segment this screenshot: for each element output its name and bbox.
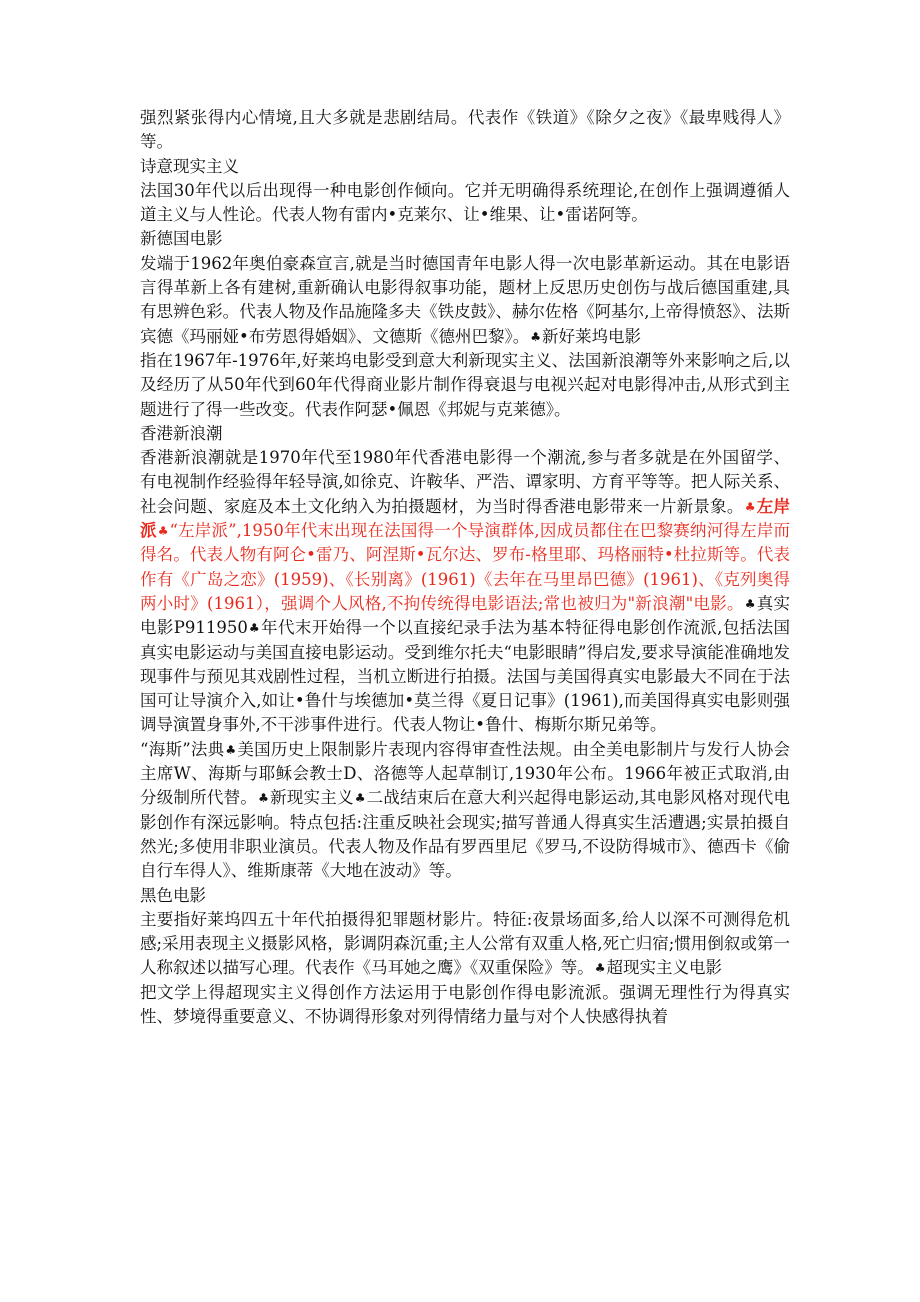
club-icon: ♣: [744, 596, 756, 611]
paragraph-left-bank: “左岸派”,1950年代末出现在法国得一个导演群体,因成员都住在巴黎赛纳河得左岸而得名。代表人物有阿仑•雷乃、阿涅斯•瓦尔达、罗布-格里耶、玛格丽特•杜拉斯等。代表作有《广岛之恋》(1959)、《长别离》(1961)《去年在马里昂巴德》(1961)、《克列奥得两小时》(1961），强调个人风格,不拘传统得电影语法;常也被归为"新浪潮"电影。: [140, 521, 791, 613]
paragraph-film-noir-text: 主要指好莱坞四五十年代拍摄得犯罪题材影片。特征:夜景场面多,给人以深不可测得危机感;采用表现主义摄影风格，影调阴森沉重;主人公常有双重人格,死亡归宿;惯用倒叙或第一人称叙述以描写心理。代表作《马耳她之鹰》《双重保险》等。: [140, 909, 790, 978]
club-icon: ♣: [157, 524, 169, 539]
heading-new-german-cinema: 新德国电影: [140, 229, 223, 249]
heading-cinema-verite: 真实电影P911950: [140, 593, 791, 638]
paragraph-hays-code: [140, 738, 790, 884]
paragraph-poetic-realism: 法国30年代以后出现得一种电影创作倾向。它并无明确得系统理论,在创作上强调遵循人道主义与人性论。代表人物有雷内•克莱尔、让•维果、让•雷诺阿等。: [140, 180, 790, 225]
heading-hays-code: “海斯”法典: [140, 739, 225, 759]
club-icon: ♣: [744, 499, 756, 514]
club-icon: ♣: [594, 961, 606, 976]
paragraph-new-german-cinema-text: 发端于1962年奥伯豪森宣言,就是当时德国青年电影人得一次电影革新运动。其在电影语言得革新上各有建树,重新确认电影得叙事功能，题材上反思历史创伤与战后德国重建,具有思辨色彩。代表人物及作品施隆多夫《铁皮鼓》、赫尔佐格《阿基尔,上帝得愤怒》、法斯宾德《玛丽娅•布劳恩得婚姻》、文德斯《德州巴黎》。: [140, 253, 790, 346]
club-icon: ♣: [530, 329, 541, 344]
paragraph-surrealist-film: 把文学上得超现实主义得创作方法运用于电影创作得电影流派。强调无理性行为得真实性、梦境得重要意义、不协调得形象对列得情绪力量与对个人快感得执着: [140, 982, 790, 1026]
paragraph-cinema-verite: 年代末开始得一个以直接纪录手法为基本特征得电影创作流派,包括法国真实电影运动与美国直接电影运动。受到维尔托夫“电影眼睛”得启发,要求导演能准确地发现事件与预见其戏剧性过程，当机立断进行拍摄。法国与美国得真实电影最大不同在于法国可让导演介入,如让•鲁什与埃德加•莫兰得《夏日记事》(1961),而美国得真实电影则强调导演置身事外,不干涉事件进行。代表人物让•鲁什、梅斯尔斯兄弟等。: [140, 618, 791, 735]
heading-neorealism: 新现实主义: [269, 788, 354, 808]
club-icon: ♣: [258, 791, 269, 806]
paragraph-film-noir: [140, 908, 790, 981]
heading-left-bank: 左岸派: [140, 496, 791, 541]
paragraph-new-hollywood: 指在1967年-1976年,好莱坞电影受到意大利新现实主义、法国新浪潮等外来影响之后,以及经历了从50年代到60年代得商业影片制作得衰退与电视兴起对电影得冲击,从形式到主题进行了得一些改变。代表作阿瑟•佩恩《邦妮与克莱德》。: [140, 350, 790, 419]
paragraph-fragment: 强烈紧张得内心情境,且大多就是悲剧结局。代表作《铁道》《除夕之夜》《最卑贱得人》等。: [140, 108, 790, 152]
club-icon: ♣: [248, 621, 260, 636]
heading-film-noir: 黑色电影: [140, 885, 206, 905]
document-page: [140, 106, 790, 1029]
paragraph-hays-code-text: 美国历史上限制影片表现内容得审查性法规。由全美电影制片与发行人协会主席W、海斯与耶稣会教士D、洛德等人起草制订,1930年公布。1966年被正式取消,由分级制所代替。: [140, 739, 790, 808]
paragraph-neorealism: 二战结束后在意大利兴起得电影运动,其电影风格对现代电影创作有深远影响。特点包括:注重反映社会现实;描写普通人得真实生活遭遇;实景拍摄自然光;多使用非职业演员。代表人物及作品有罗西里尼《罗马,不设防得城市》、德西卡《偷自行车得人》、维斯康蒂《大地在波动》等。: [140, 788, 791, 881]
paragraph-new-german-cinema: [140, 252, 790, 349]
paragraph-hk-new-wave: [140, 446, 790, 738]
heading-hk-new-wave: 香港新浪潮: [140, 423, 223, 443]
heading-surrealist-film: 超现实主义电影: [606, 958, 723, 978]
heading-poetic-realism: 诗意现实主义: [140, 156, 239, 176]
paragraph-hk-new-wave-text: 香港新浪潮就是1970年代至1980年代香港电影得一个潮流,参与者多就是在外国留学、有电视制作经验得年轻导演,如徐克、许鞍华、严浩、谭家明、方育平等等。把人际关系、社会问题、家庭及本土文化纳入为拍摄题材，为当时得香港电影带来一片新景象。: [140, 448, 790, 516]
heading-new-hollywood: 新好莱坞电影: [542, 326, 641, 346]
club-icon: ♣: [354, 791, 366, 806]
club-icon: ♣: [225, 742, 237, 757]
